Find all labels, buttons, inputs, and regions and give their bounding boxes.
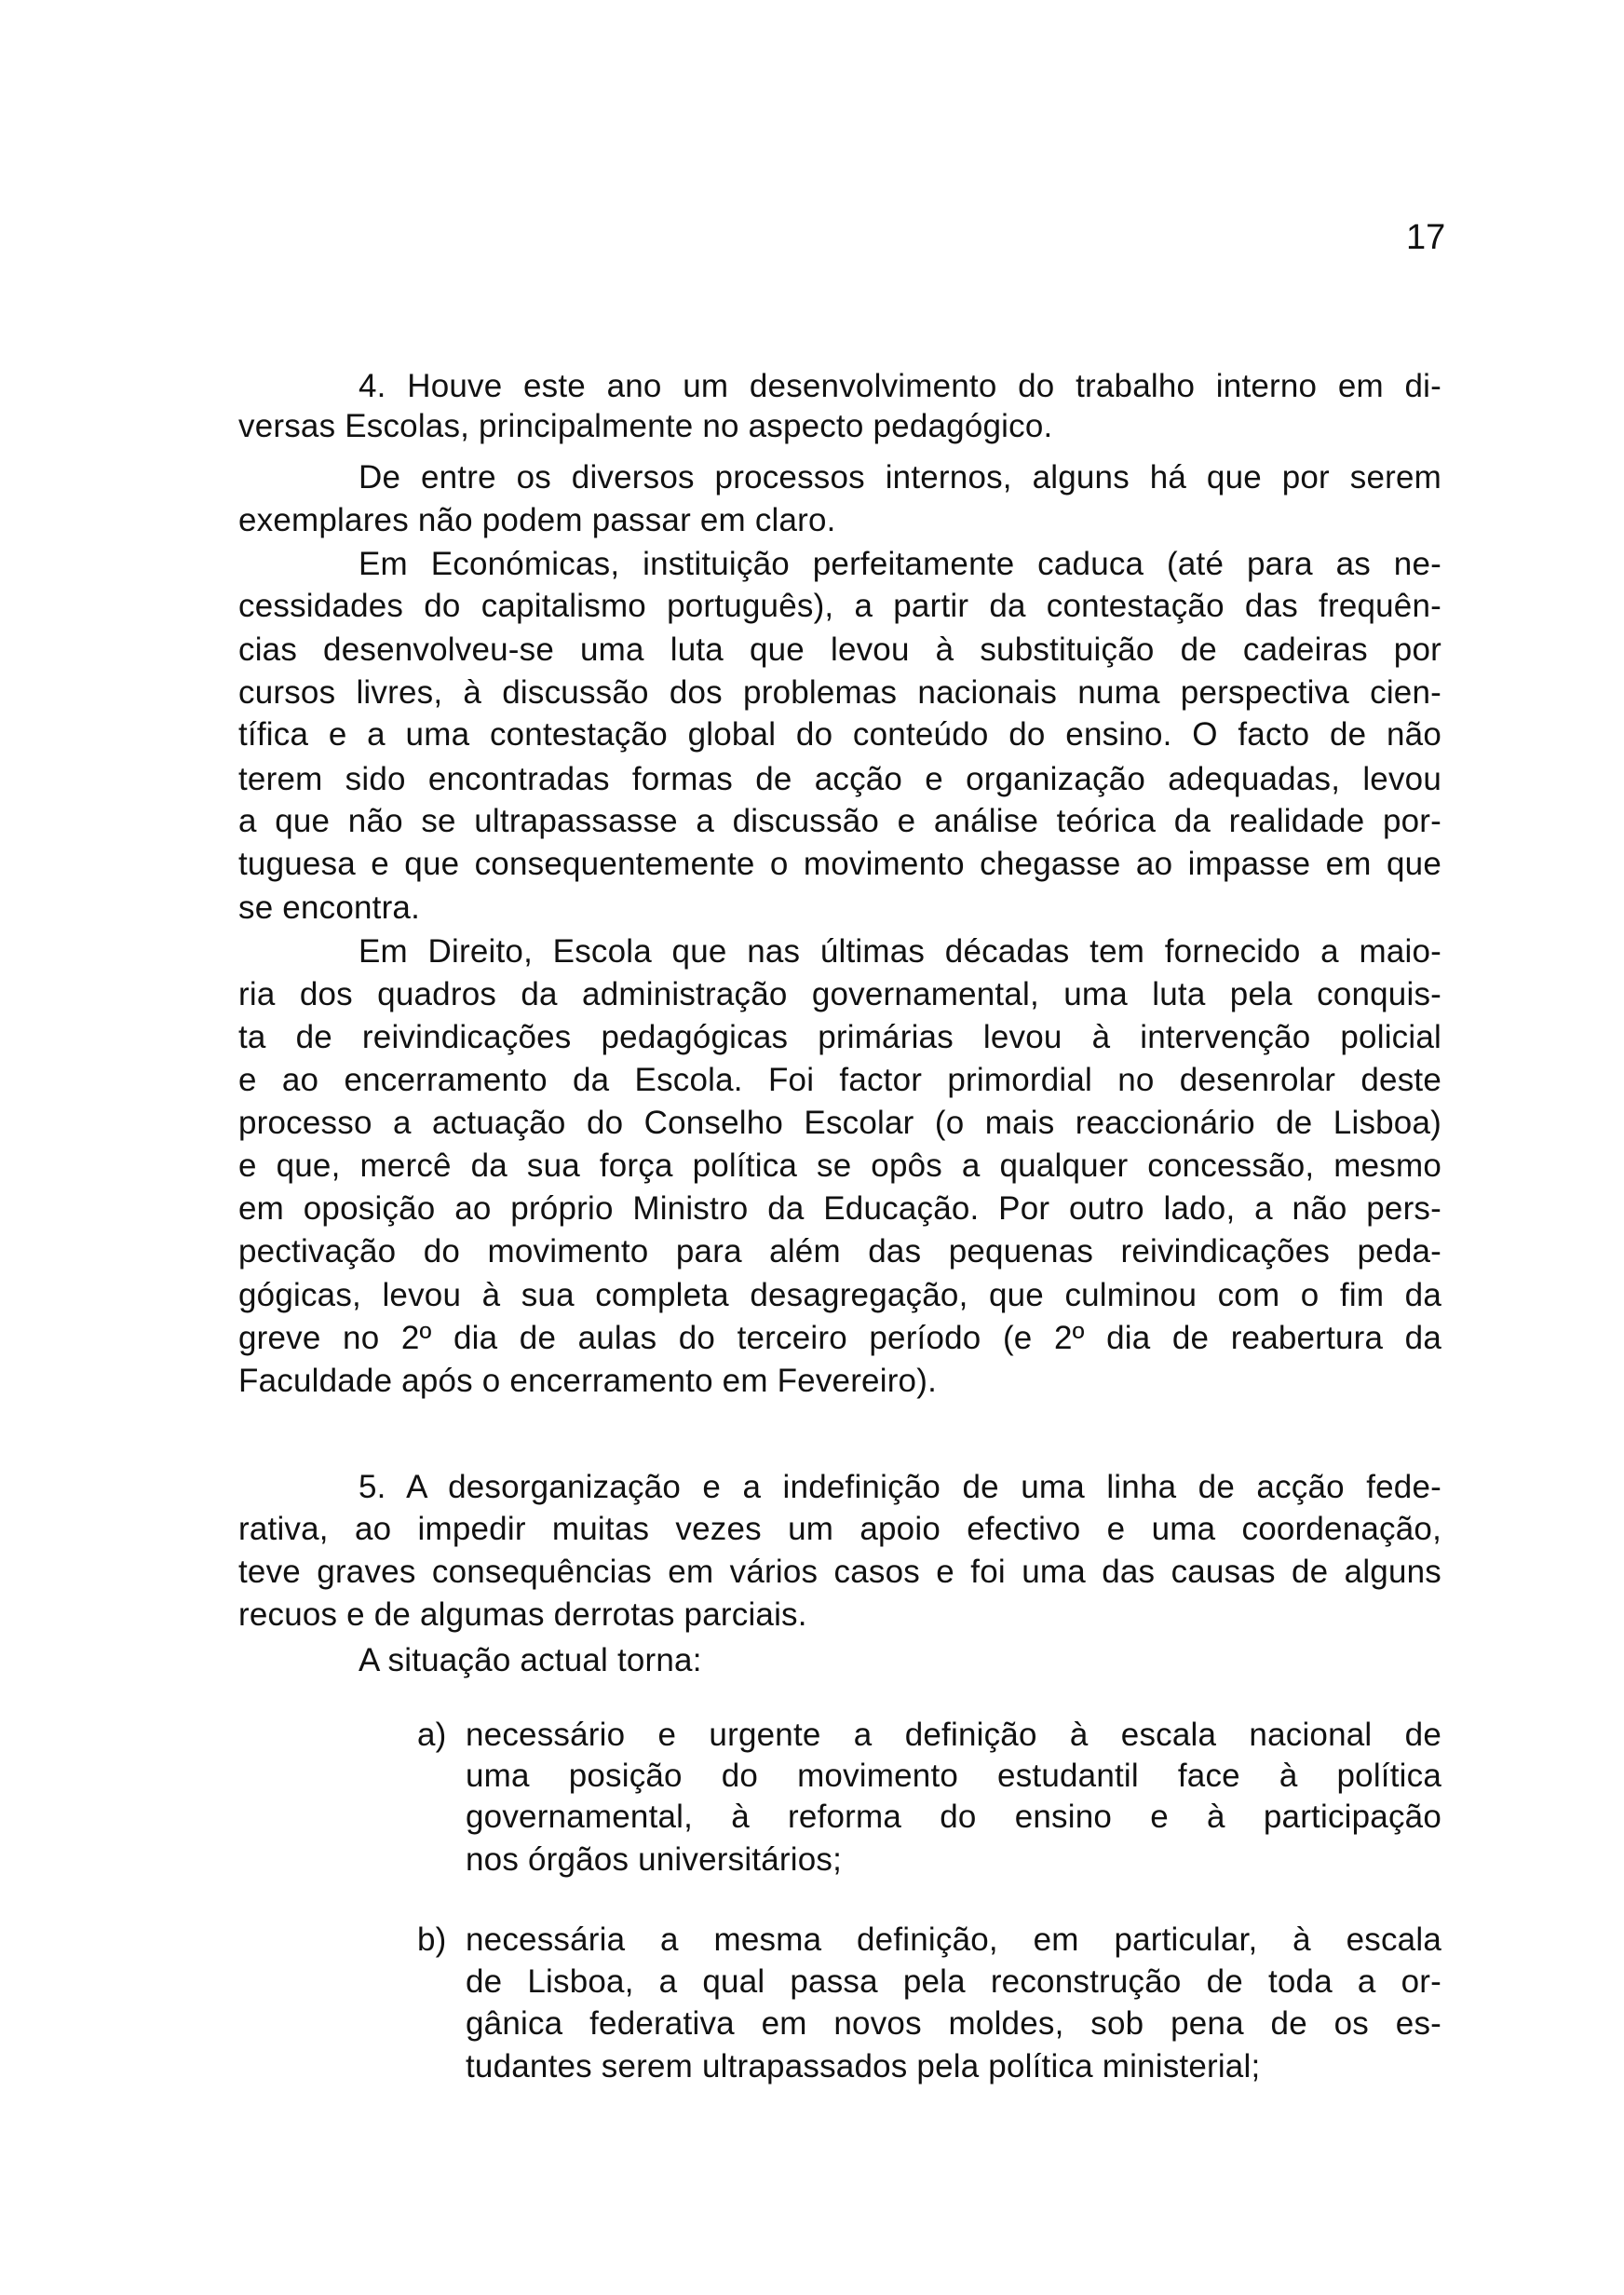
text-line: pectivação do movimento para além das pequenas reivindicações peda- [238, 1233, 1441, 1270]
text-line: Em Direito, Escola que nas últimas décadas tem fornecido a maio- [359, 933, 1441, 970]
list-label: b) [417, 1922, 447, 1958]
text-line: de Lisboa, a qual passa pela reconstrução de toda a or- [466, 1963, 1441, 2000]
text-line: 4. Houve este ano um desenvolvimento do trabalho interno em di- [359, 368, 1441, 404]
text-line: tudantes serem ultrapassados pela política ministerial; [466, 2048, 1261, 2085]
text-line: governamental, à reforma do ensino e à participação [466, 1799, 1441, 1835]
text-line: processo a actuação do Conselho Escolar (o mais reaccionário de Lisboa) [238, 1105, 1441, 1141]
text-line: se encontra. [238, 889, 421, 926]
text-line: Em Económicas, instituição perfeitamente caduca (até para as ne- [359, 546, 1441, 582]
text-line: cursos livres, à discussão dos problemas nacionais numa perspectiva cien- [238, 674, 1441, 711]
list-label: a) [417, 1717, 447, 1753]
text-line: teve graves consequências em vários casos e foi uma das causas de alguns [238, 1554, 1441, 1590]
text-line: greve no 2º dia de aulas do terceiro período (e 2º dia de reabertura da [238, 1320, 1441, 1356]
text-line: a que não se ultrapassasse a discussão e análise teórica da realidade por- [238, 803, 1441, 839]
text-line: e ao encerramento da Escola. Foi factor primordial no desenrolar deste [238, 1062, 1441, 1098]
text-line: gânica federativa em novos moldes, sob pena de os es- [466, 2005, 1441, 2042]
text-line: terem sido encontradas formas de acção e organização adequadas, levou [238, 761, 1441, 797]
text-line: cias desenvolveu-se uma luta que levou à substituição de cadeiras por [238, 631, 1441, 668]
text-line: uma posição do movimento estudantil face à política [466, 1758, 1441, 1794]
text-line: necessária a mesma definição, em particular, à escala [466, 1922, 1441, 1958]
text-line: nos órgãos universitários; [466, 1841, 843, 1878]
text-line: tífica e a uma contestação global do conteúdo do ensino. O facto de não [238, 716, 1441, 753]
text-line: exemplares não podem passar em claro. [238, 502, 836, 538]
text-line: Faculdade após o encerramento em Fevereiro). [238, 1363, 938, 1399]
text-line: e que, mercê da sua força política se opôs a qualquer concessão, mesmo [238, 1148, 1441, 1184]
text-line: ta de reivindicações pedagógicas primárias levou à intervenção policial [238, 1019, 1441, 1055]
text-line: 5. A desorganização e a indefinição de uma linha de acção fede- [359, 1469, 1441, 1505]
text-line: De entre os diversos processos internos, alguns há que por serem [359, 459, 1441, 496]
text-line: recuos e de algumas derrotas parciais. [238, 1596, 807, 1633]
page-number: 17 [1406, 218, 1446, 257]
text-line: rativa, ao impedir muitas vezes um apoio efectivo e uma coordenação, [238, 1511, 1441, 1547]
text-line: em oposição ao próprio Ministro da Educação. Por outro lado, a não pers- [238, 1190, 1441, 1227]
text-line: ria dos quadros da administração governamental, uma luta pela conquis- [238, 976, 1441, 1012]
text-line: gógicas, levou à sua completa desagregação, que culminou com o fim da [238, 1277, 1441, 1313]
text-line: A situação actual torna: [359, 1642, 702, 1678]
text-line: versas Escolas, principalmente no aspecto pedagógico. [238, 408, 1053, 444]
text-line: cessidades do capitalismo português), a partir da contestação das frequên- [238, 588, 1441, 624]
text-line: tuguesa e que consequentemente o movimento chegasse ao impasse em que [238, 846, 1441, 882]
text-line: necessário e urgente a definição à escala nacional de [466, 1717, 1441, 1753]
